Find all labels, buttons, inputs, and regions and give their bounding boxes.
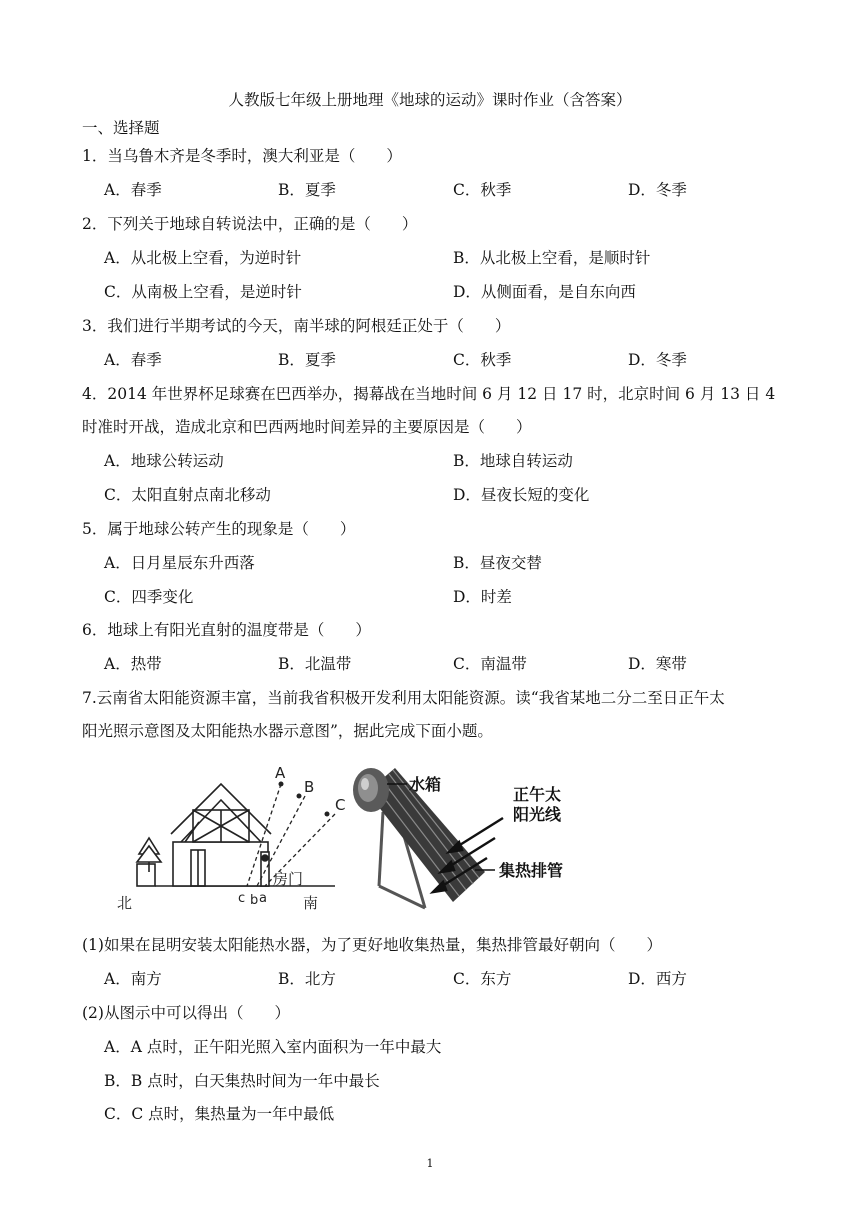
label-c-lower: c (238, 891, 246, 906)
page-number: 1 (426, 1157, 434, 1170)
solar-figure (117, 762, 585, 918)
page-title: 人教版七年级上册地理《地球的运动》课时作业（含答案） (228, 91, 632, 109)
label-water-tank: 水箱 (409, 775, 442, 794)
label-a-upper: A (275, 764, 286, 782)
q4-option-c: C．太阳直射点南北移动 (104, 486, 271, 504)
question-3-stem: 3．我们进行半期考试的今天，南半球的阿根廷正处于（ ） (82, 317, 511, 335)
q2-option-c: C．从南极上空看，是逆时针 (104, 283, 302, 301)
question-7-stem-line2: 阳光照示意图及太阳能热水器示意图”，据此完成下面小题。 (82, 722, 493, 740)
q5-option-c: C．四季变化 (104, 588, 194, 606)
question-5-stem: 5．属于地球公转产生的现象是（ ） (82, 520, 356, 538)
question-2-stem: 2．下列关于地球自转说法中，正确的是（ ） (82, 215, 418, 233)
q7-sub1-stem: (1)如果在昆明安装太阳能热水器，为了更好地收集热量，集热排管最好朝向（ ） (82, 936, 662, 954)
section-heading: 一、选择题 (82, 119, 160, 137)
q3-option-a: A．春季 (104, 351, 162, 369)
label-sunlight-1: 正午太 (513, 785, 562, 804)
house-diagram (137, 784, 335, 886)
q7-sub1-option-a: A．南方 (104, 970, 162, 988)
q6-option-a: A．热带 (104, 655, 162, 673)
q5-option-d: D．时差 (453, 588, 512, 606)
q6-option-d: D．寒带 (628, 655, 687, 673)
q4-option-a: A．地球公转运动 (104, 452, 224, 470)
q2-option-a: A．从北极上空看，为逆时针 (104, 249, 302, 267)
label-north: 北 (117, 894, 133, 912)
q1-option-d: D．冬季 (628, 181, 687, 199)
q3-option-d: D．冬季 (628, 351, 687, 369)
label-sunlight-2: 阳光线 (513, 805, 562, 824)
q7-sub2-option-a: A．A 点时，正午阳光照入室内面积为一年中最大 (104, 1038, 442, 1056)
label-south: 南 (303, 894, 319, 912)
q3-option-b: B．夏季 (278, 351, 336, 369)
question-7-stem-line1: 7.云南省太阳能资源丰富，当前我省积极开发利用太阳能资源。读“我省某地二分二至日正午太 (82, 689, 725, 707)
q1-option-c: C．秋季 (453, 181, 512, 199)
question-4-stem-line2: 时准时开战，造成北京和巴西两地时间差异的主要原因是（ ） (82, 418, 532, 436)
label-c-upper: C (335, 796, 346, 814)
q6-option-b: B．北温带 (278, 655, 352, 673)
q7-sub2-stem: (2)从图示中可以得出（ ） (82, 1004, 290, 1022)
q4-option-b: B．地球自转运动 (453, 452, 573, 470)
q6-option-c: C．南温带 (453, 655, 527, 673)
q2-option-b: B．从北极上空看，是顺时针 (453, 249, 651, 267)
label-b-upper: B (304, 778, 315, 796)
q4-option-d: D．昼夜长短的变化 (453, 486, 590, 504)
q5-option-a: A．日月星辰东升西落 (104, 554, 255, 572)
q7-sub1-option-b: B．北方 (278, 970, 336, 988)
q5-option-b: B．昼夜交替 (453, 554, 542, 572)
q3-option-c: C．秋季 (453, 351, 512, 369)
label-a-lower: a (259, 891, 267, 906)
q1-option-b: B．夏季 (278, 181, 336, 199)
q7-sub2-option-c: C．C 点时，集热量为一年中最低 (104, 1105, 335, 1123)
question-6-stem: 6．地球上有阳光直射的温度带是（ ） (82, 621, 371, 639)
q1-option-a: A．春季 (104, 181, 162, 199)
q7-sub1-option-d: D．西方 (628, 970, 687, 988)
question-4-stem-line1: 4．2014 年世界杯足球赛在巴西举办，揭幕战在当地时间 6 月 12 日 17 时，北京时间 6 月 13 日 4 (82, 385, 776, 403)
label-door: 房门 (273, 870, 304, 888)
label-collector-tubes: 集热排管 (499, 861, 564, 880)
label-b-lower: b (250, 893, 259, 908)
q2-option-d: D．从侧面看，是自东向西 (453, 283, 636, 301)
q7-sub2-option-b: B．B 点时，白天集热时间为一年中最长 (104, 1072, 380, 1090)
q7-sub1-option-c: C．东方 (453, 970, 512, 988)
question-1-stem: 1．当乌鲁木齐是冬季时，澳大利亚是（ ） (82, 147, 402, 165)
